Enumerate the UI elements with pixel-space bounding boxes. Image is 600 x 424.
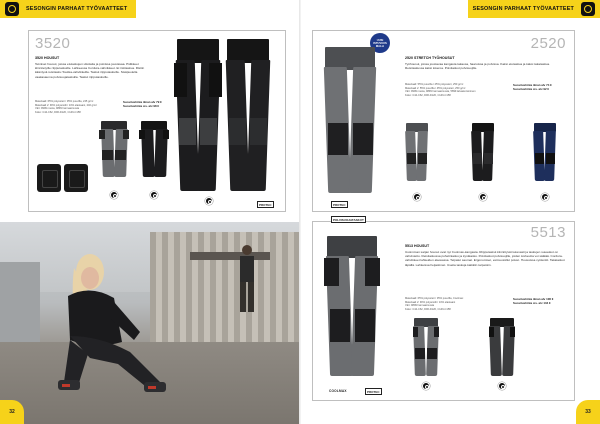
color-swatch-icon	[110, 191, 118, 199]
coolmax-logo: COOLMAX	[329, 389, 347, 393]
product-title: 5513 HOUSUT	[405, 244, 430, 248]
color-swatch-icon	[205, 197, 213, 205]
product-card-3520	[28, 30, 286, 212]
color-swatch-icon	[541, 193, 549, 201]
product-prices	[513, 83, 573, 91]
header-tab-right	[468, 0, 600, 18]
product-description: Työhousut, joissa joustavaa kangasta takaosa, haaroissa ja polvissa. Kaksi etutaskua ja kaksi takataskua. Reisitaskussa kaksi lokeroa. Polvitaskut polvisuojille.	[405, 62, 550, 71]
protec-logo: PROTEC	[367, 389, 380, 394]
product-specs	[405, 83, 495, 97]
product-specs	[35, 100, 121, 114]
brand-logo-icon	[5, 2, 19, 16]
price-line: Suositushinta sis. alv 92 €	[513, 87, 549, 91]
product-image-front	[414, 318, 438, 376]
product-description: Uusimman sarjan housut ovat nyt Coolmax-kangasta. Riipputaskut kiinnittyvät tukevasti ja taskujen suuaukot on vahvistettu. Reisitaskussa puhelintasku ja kynätasku. Polvitaskut polvisuojille, joiden korkeutta voi säätää. Cordura-vahvikkeet lahkeiden alaosassa. Teipatut saumat. Ergonomiset, esimuotoillut polvet. Housuissa vyölenkit. Takataskut läpällä. Lahkeissa heijastimet. Useita taskuja kaikkiin tarpeisiin.	[405, 250, 565, 267]
product-image-navy	[534, 123, 556, 181]
lifestyle-photo	[0, 222, 299, 424]
price-line: Suositushinta sis. alv 98 €	[123, 104, 159, 108]
product-model-number: 2520	[530, 35, 566, 52]
spec-line: Koko: C44-C62, D96-D120, C146-C158	[405, 93, 451, 97]
product-title: 3520 HOUSUT	[35, 56, 60, 60]
spec-line: Materiaali 2: 90% polyamidi / 10% elastaani	[405, 300, 456, 304]
spec-line: Väri: 9899 harmaa/musta	[405, 304, 435, 308]
spec-line: Koko: C44-C62, D96-D120, C146-C158	[405, 307, 451, 311]
price-line: Suositushinta ilman alv 108 €	[513, 297, 554, 301]
spec-line: Väri: 9999 musta, 9899 harmaa/musta	[35, 107, 80, 111]
color-swatch-icon	[150, 191, 158, 199]
product-image-large	[327, 236, 377, 376]
product-image-black	[141, 121, 167, 177]
product-prices	[123, 100, 173, 108]
product-image-grey-black	[101, 121, 127, 177]
worker-figure	[30, 232, 210, 412]
background-worker-figure	[232, 242, 262, 322]
spec-line: Materiaali: 65% polyesteri / 35% puuvilla, 245 g/m²	[35, 100, 94, 103]
protec-logo: PROTEC	[259, 202, 272, 207]
product-image-black	[472, 123, 494, 181]
product-prices	[513, 297, 573, 305]
product-image-grey	[406, 123, 428, 181]
color-swatch-icon	[479, 193, 487, 201]
product-card-5513	[312, 217, 575, 401]
header-tab-left	[0, 0, 136, 18]
kneepad-image	[37, 164, 61, 192]
color-swatch-icon	[498, 382, 506, 390]
price-line: Suositushinta ilman alv 74 €	[513, 83, 552, 87]
product-image-large-back	[227, 39, 269, 191]
kneepad-image	[64, 164, 88, 192]
price-line: Suositushinta ilman alv 79 €	[123, 100, 162, 104]
product-title: 2520 STRETCH TYÖHOUSUT	[405, 56, 455, 60]
page-gutter	[299, 0, 301, 424]
kneepad-pocket-label: POLVISUOJATASKUT	[333, 217, 364, 222]
page-number-left: 32	[0, 400, 24, 424]
spec-line: Materiaali 2: 90% polyamidi / 10% elastaani, 240 g/m²	[35, 103, 97, 107]
color-swatch-icon	[422, 382, 430, 390]
product-card-2520	[312, 30, 575, 212]
spec-line: Materiaali: 65% polyesteri / 35% puuvilla, Coolmax	[405, 297, 464, 300]
product-image-large-front	[177, 39, 219, 191]
brand-logo-icon	[581, 2, 595, 16]
header-title-right: SESONGIN PARHAAT TYÖVAATTEET	[472, 6, 574, 12]
price-line: Suositushinta sis. alv 134 €	[513, 301, 551, 305]
spec-line: Materiaali 2: 55% puuvilla / 45% polyesteri, 250 g/m²	[405, 86, 466, 90]
page-number-right: 33	[576, 400, 600, 424]
color-swatch-icon	[413, 193, 421, 201]
header-title-left: SESONGIN PARHAAT TYÖVAATTEET	[26, 6, 128, 12]
product-model-number: 5513	[530, 224, 566, 241]
product-description: Tekniset housut, joissa etutaskujen ulkolaita ja polvissa joustavaa. Pidikkeet kiinnitetyille riipputaskuille. Lahkeessa Cordura-vahvikkeet. Ei ristitaskua. Ristiin kääntyvä reisitasku Toukka-vahvikkeilla. Taskut riipputaskuille. Sisäpuolella vaakasauma polvisuojataskulla. Taskut riipputaskuille.	[35, 62, 145, 79]
spec-line: Väri: 9999 musta, 9899 harmaa/musta, 5899 laivastonsininen	[405, 90, 476, 94]
product-image-large	[325, 47, 375, 193]
product-model-number: 3520	[35, 35, 71, 52]
protec-logo: PROTEC	[333, 202, 346, 207]
product-image-back	[490, 318, 514, 376]
new-fit-badge: UUSI ISTUVUUS MALLI	[370, 33, 390, 53]
product-specs	[405, 297, 495, 311]
spec-line: Materiaali: 55% puuvilla / 45% polyesteri, 250 g/m²	[405, 83, 464, 86]
spec-line: Koko: C44-C62, D96-D120, C146-C158	[35, 110, 81, 114]
